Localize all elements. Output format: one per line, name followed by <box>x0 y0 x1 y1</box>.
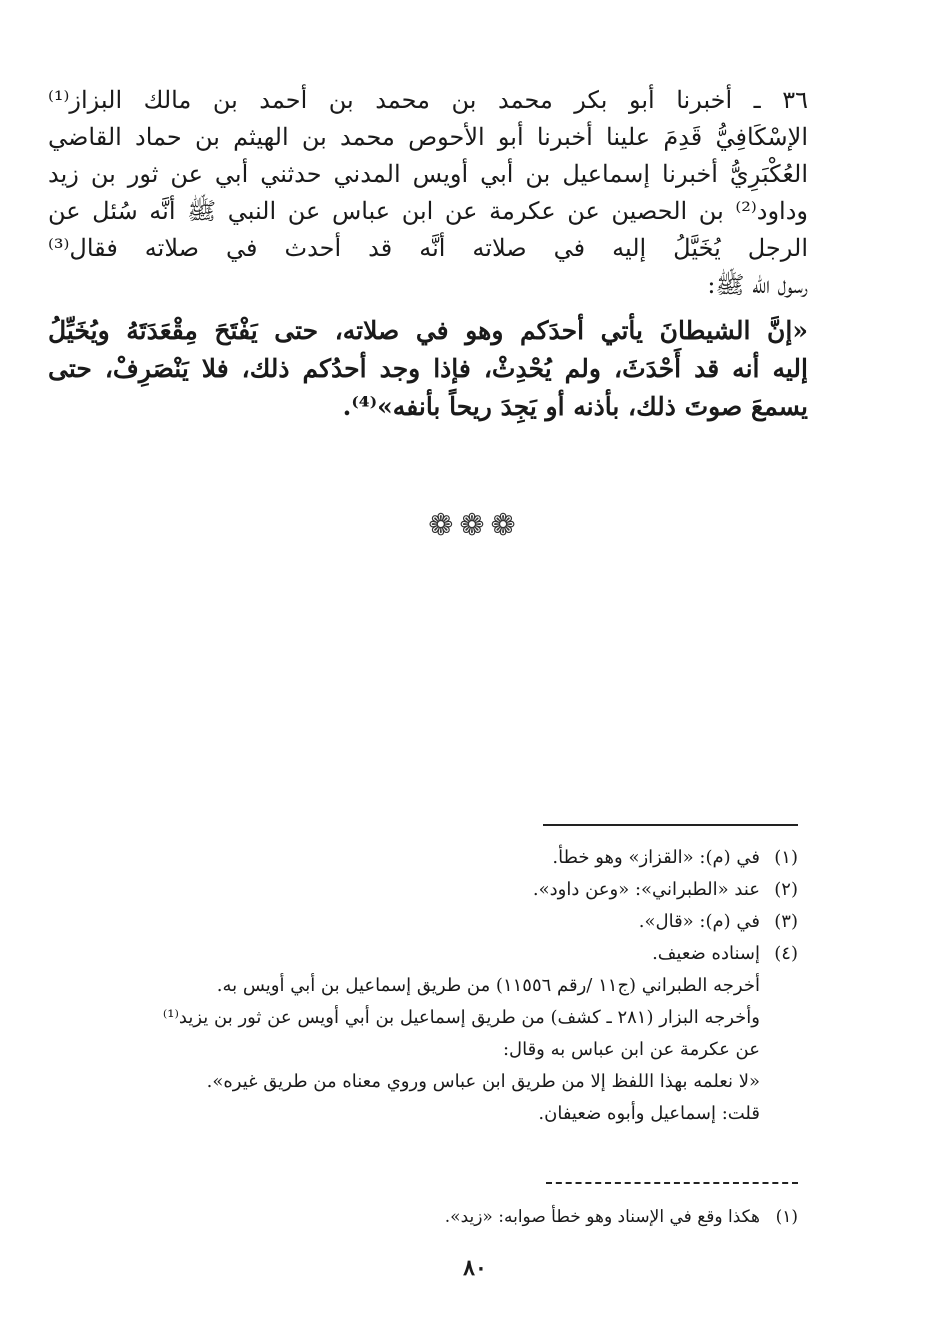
footnote-continuation: «لا نعلمه بهذا اللفظ إلا من طريق ابن عباس وروي معناه من طريق غيره». <box>206 1071 760 1092</box>
text-line: ٣٦ ـ أخبرنا أبو بكر محمد بن محمد بن أحمد بن مالك البزاز⁽¹⁾ <box>48 86 808 114</box>
footnote-separator <box>543 824 798 826</box>
text-line: الإسْكَافِيُّ قَدِمَ علينا أخبرنا أبو الأحوص محمد بن الهيثم بن حماد القاضي <box>48 123 808 151</box>
footnote <box>48 938 798 970</box>
footnote <box>48 842 798 874</box>
page-number: ٨٠ <box>463 1255 487 1281</box>
main-text <box>48 82 808 426</box>
text-line: الرجل يُخَيَّلُ إليه في صلاته أنَّه قد أحدث في صلاته فقال⁽³⁾ <box>48 234 808 262</box>
subnote-text: هكذا وقع في الإسناد وهو خطأ صوابه: «زيد». <box>444 1207 760 1227</box>
footnote <box>48 874 798 906</box>
hadith-line: «إنَّ الشيطانَ يأتي أحدَكم وهو في صلاته، حتى يَفْتَحَ مِقْعَدَتَهُ ويُخَيِّلُ <box>48 316 808 345</box>
subnote-number: (١) <box>775 1207 798 1227</box>
hadith-line: إليه أنه قد أَحْدَثَ، ولم يُحْدِثْ، فإذا وجد أحدُكم ذلك، فلا يَنْصَرِفْ، حتى <box>48 354 808 383</box>
footnote-number: (٢) <box>774 879 798 900</box>
footnote-continuation: قلت: إسماعيل وأبوه ضعيفان. <box>538 1103 760 1124</box>
footnote-text: في (م): «القزاز» وهو خطأ. <box>552 847 760 868</box>
text-line: وداود⁽²⁾ بن الحصين عن عكرمة عن ابن عباس عن النبي ﷺ أنَّه سُئل عن <box>48 197 808 225</box>
footnote-continuation: وأخرجه البزار (٢٨١ ـ كشف) من طريق إسماعيل بن أبي أويس عن ثور بن يزيد⁽¹⁾ <box>162 1007 760 1028</box>
subnote-separator <box>546 1182 798 1184</box>
footnote <box>48 906 798 938</box>
subnote <box>198 1202 798 1232</box>
footnote-text: إسناده ضعيف. <box>652 943 760 964</box>
text-line: رسول الله ﷺ: <box>707 271 808 299</box>
hadith-quote <box>48 312 808 426</box>
footnotes <box>48 842 798 1130</box>
footnote-continuation: عن عكرمة عن ابن عباس به وقال: <box>502 1039 760 1060</box>
hadith-line: يسمعَ صوتَ ذلك، بأذنه أو يَجِدَ ريحاً بأنفه»⁽⁴⁾. <box>342 392 808 421</box>
text-line: العُكْبَرِيُّ أخبرنا إسماعيل بن أبي أويس المدني حدثني أبي عن ثور بن زيد <box>48 160 808 188</box>
footnote-number: (٤) <box>774 943 798 964</box>
footnote-continuation: أخرجه الطبراني (ج١١ /رقم ١١٥٥٦) من طريق إسماعيل بن أبي أويس به. <box>216 975 760 996</box>
footnote-text: عند «الطبراني»: «وعن داود». <box>532 879 760 900</box>
footnote-number: (٣) <box>774 911 798 932</box>
section-ornament-icon: ❁❁❁ <box>428 508 522 543</box>
footnote-number: (١) <box>774 847 798 868</box>
footnote-text: في (م): «قال». <box>638 911 760 932</box>
